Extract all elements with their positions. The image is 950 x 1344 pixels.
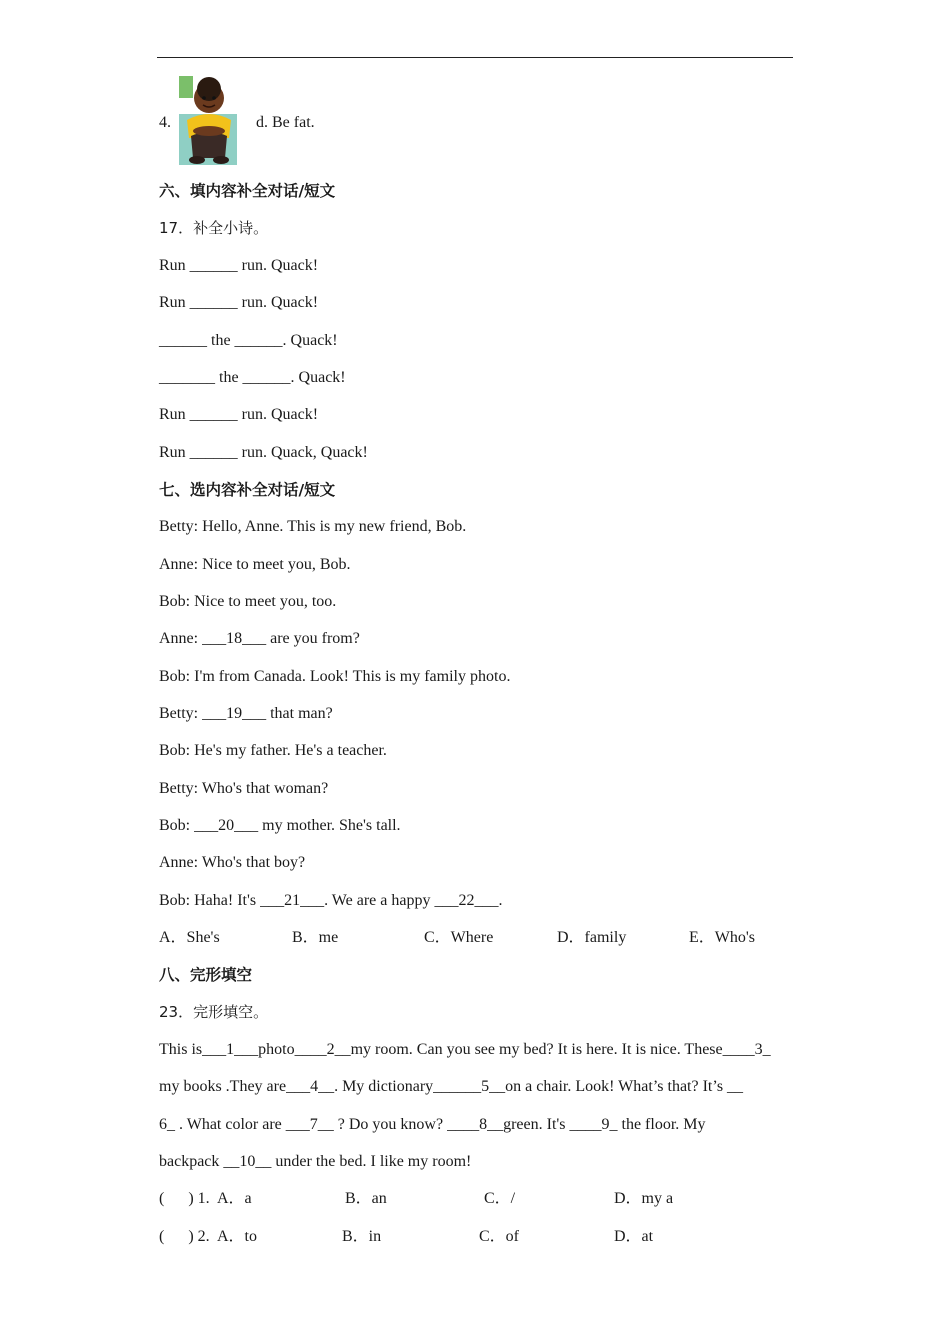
option-c: C．Where xyxy=(424,929,494,946)
match-item-number: 4. xyxy=(159,114,171,131)
dialogue-line-10: Anne: Who's that boy? xyxy=(159,854,306,871)
blank-8: ____8__ xyxy=(447,1116,504,1133)
poem-line-5: Run ______ run. Quack! xyxy=(159,406,319,423)
blank-4: ___4__ xyxy=(286,1078,335,1095)
option-e: E．Who's xyxy=(689,929,755,946)
blank-7: ___7__ xyxy=(285,1116,334,1133)
question-17-label: 17．补全小诗。 xyxy=(159,219,269,237)
dialogue-line-3: Bob: Nice to meet you, too. xyxy=(159,593,337,610)
dialogue-line-4: Anne: ___18___ are you from? xyxy=(159,630,360,647)
cloze-q2-option-b: B．in xyxy=(342,1228,382,1245)
cloze-q2-option-c: C．of xyxy=(479,1228,520,1245)
cloze-q2-option-a: A．to xyxy=(217,1228,258,1245)
cloze-line-3: 6_ . What color are ___7__ ? Do you know? ____8__green. It's ____9_ the floor. My xyxy=(159,1116,706,1133)
cloze-q2-paren: ( ) 2. xyxy=(159,1228,210,1245)
cloze-line-1: This is___1___photo____2__my room. Can you see my bed? It is here. It is nice. These____3_ xyxy=(159,1041,771,1058)
match-option-d: d. Be fat. xyxy=(256,114,315,131)
option-a: A．She's xyxy=(159,929,220,946)
cloze-line-4: backpack __10__ under the bed. I like my room! xyxy=(159,1153,472,1170)
poem-line-2: Run ______ run. Quack! xyxy=(159,294,319,311)
dialogue-line-2: Anne: Nice to meet you, Bob. xyxy=(159,556,351,573)
blank-21: ___21___ xyxy=(260,892,325,909)
boy-sitting-image xyxy=(179,76,237,165)
blank-1: ___1___ xyxy=(202,1041,259,1058)
blank-9: ____9_ xyxy=(569,1116,618,1133)
blank-6-end: 6_ xyxy=(159,1116,175,1133)
dialogue-line-8: Betty: Who's that woman? xyxy=(159,780,329,797)
poem-line-3: ______ the ______. Quack! xyxy=(159,332,338,349)
blank-19: ___19___ xyxy=(202,705,267,722)
section-eight-heading: 八、完形填空 xyxy=(159,966,253,984)
cloze-q1-paren: ( ) 1. xyxy=(159,1190,210,1207)
cloze-q1-option-c: C．/ xyxy=(484,1190,516,1207)
poem-line-6: Run ______ run. Quack, Quack! xyxy=(159,444,368,461)
blank-3: ____3_ xyxy=(722,1041,771,1058)
blank-6-start: __ xyxy=(727,1078,744,1095)
blank-20: ___20___ xyxy=(194,817,259,834)
blank-2: ____2__ xyxy=(294,1041,351,1058)
dialogue-line-6: Betty: ___19___ that man? xyxy=(159,705,333,722)
section-six-heading: 六、填内容补全对话/短文 xyxy=(159,182,336,200)
section-seven-heading: 七、选内容补全对话/短文 xyxy=(159,481,336,499)
dialogue-line-1: Betty: Hello, Anne. This is my new friend, Bob. xyxy=(159,518,467,535)
option-b: B．me xyxy=(292,929,339,946)
cloze-q2-option-d: D．at xyxy=(614,1228,654,1245)
blank-5: ______5__ xyxy=(433,1078,506,1095)
cloze-q1-option-a: A．a xyxy=(217,1190,252,1207)
dialogue-line-9: Bob: ___20___ my mother. She's tall. xyxy=(159,817,401,834)
blank-10: __10__ xyxy=(223,1153,272,1170)
dialogue-line-5: Bob: I'm from Canada. Look! This is my family photo. xyxy=(159,668,511,685)
poem-line-4: _______ the ______. Quack! xyxy=(159,369,346,386)
cloze-q1-option-b: B．an xyxy=(345,1190,387,1207)
dialogue-line-7: Bob: He's my father. He's a teacher. xyxy=(159,742,387,759)
header-rule xyxy=(157,57,793,58)
blank-18: ___18___ xyxy=(202,630,267,647)
question-23-label: 23．完形填空。 xyxy=(159,1003,269,1021)
dialogue-line-11: Bob: Haha! It's ___21___. We are a happy ___22___. xyxy=(159,892,503,909)
blank-22: ___22___ xyxy=(434,892,499,909)
cloze-q1-option-d: D．my a xyxy=(614,1190,674,1207)
poem-line-1: Run ______ run. Quack! xyxy=(159,257,319,274)
option-d: D．family xyxy=(557,929,627,946)
cloze-line-2: my books .They are___4__. My dictionary______5__on a chair. Look! What’s that? It’s __ xyxy=(159,1078,744,1095)
